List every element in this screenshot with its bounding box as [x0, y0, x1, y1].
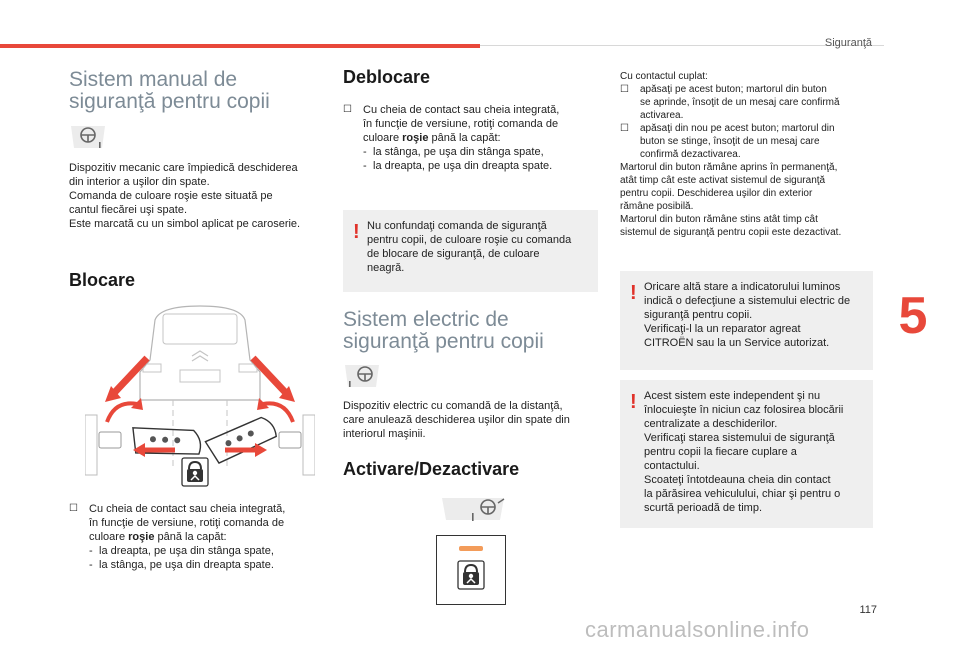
- warning-line: CITROËN sau la un Service autorizat.: [644, 337, 830, 349]
- electric-lock-heading: [343, 309, 603, 353]
- electric-lock-title-line2: siguranţă pentru copii: [343, 330, 544, 353]
- child-lock-icon: [457, 560, 485, 590]
- activare-title: Activare/Dezactivare: [343, 459, 520, 479]
- warning-line: scurtă perioadă de timp.: [644, 502, 763, 514]
- info-line: sistemul de siguranţă pentru copii este dezactivat.: [620, 227, 842, 238]
- header-rule: [480, 45, 884, 46]
- steering-wheel-icon: [440, 495, 506, 523]
- exclamation-icon: !: [630, 282, 637, 304]
- warning-line: Nu confundaţi comanda de siguranţă: [367, 220, 547, 232]
- activation-steps: [620, 70, 882, 239]
- instr-line: în funcţie de versiune, rotiţi comanda de: [89, 517, 285, 529]
- desc-line: Este marcată cu un simbol aplicat pe caroserie.: [69, 218, 301, 230]
- info-line: rămâne posibilă.: [620, 201, 694, 212]
- warning-line: înlocuieşte în niciun caz folosirea blocării: [644, 404, 844, 416]
- right-arrow-bullet-icon: ☐: [343, 104, 352, 115]
- dash-item: - la dreapta, pe uşa din dreapta spate.: [363, 159, 598, 173]
- step-line: buton se stinge, însoţit de un mesaj care: [640, 136, 820, 147]
- instr-line: [363, 131, 598, 145]
- warning-line: Acest sistem este independent şi nu: [644, 390, 821, 402]
- instr-text: până la capăt:: [154, 531, 227, 543]
- intro-line: Cu contactul cuplat:: [620, 71, 708, 82]
- warning-line: siguranţă pentru copii.: [644, 309, 753, 321]
- child-lock-icon: [181, 457, 209, 487]
- warning-box-confusion: [343, 210, 598, 292]
- deblocare-title: Deblocare: [343, 67, 431, 87]
- warning-line: pentru copii la fiecare cuplare a: [644, 446, 797, 458]
- warning-line: la părăsirea vehiculului, chiar şi pentru o: [644, 488, 841, 500]
- door-lock-illustration: [85, 300, 315, 480]
- right-arrow-bullet-icon: ☐: [620, 123, 629, 134]
- steering-wheel-icon: [69, 123, 107, 151]
- child-lock-button[interactable]: [436, 535, 506, 605]
- warning-box-fault: [620, 271, 873, 370]
- bullet-item: [620, 83, 882, 122]
- manual-lock-heading: [69, 69, 329, 113]
- right-arrow-bullet-icon: ☐: [69, 503, 78, 514]
- warning-line: pentru copii, de culoare roşie cu comanda: [367, 234, 572, 246]
- blocare-title: Blocare: [69, 270, 136, 290]
- section-title: Siguranţă: [824, 37, 872, 49]
- dash-item: - la stânga, pe uşa din stânga spate,: [363, 145, 598, 159]
- exclamation-icon: !: [353, 221, 360, 243]
- instr-bold: roşie: [128, 531, 155, 543]
- warning-line: contactului.: [644, 460, 700, 472]
- warning-line: Scoateţi întotdeauna cheia din contact: [644, 474, 831, 486]
- instr-text: culoare: [89, 531, 129, 543]
- instr-line: Cu cheia de contact sau cheia integrată,: [363, 104, 560, 116]
- bullet-item: [69, 502, 331, 572]
- desc-line: care anulează deschiderea uşilor din spate din: [343, 414, 570, 426]
- instr-line: [89, 530, 331, 544]
- header-accent-bar: [0, 44, 480, 48]
- step-line: se aprinde, însoţit de un mesaj care confirmă: [640, 97, 840, 108]
- deblocare-instructions: [343, 103, 598, 173]
- electric-lock-description: [343, 399, 603, 441]
- desc-line: Comanda de culoare roşie este situată pe: [69, 190, 273, 202]
- manual-lock-title-line2: siguranţă pentru copii: [69, 90, 270, 113]
- warning-line: de blocare de siguranţă, de culoare: [367, 248, 540, 260]
- manual-lock-title-line1: Sistem manual de: [69, 68, 238, 91]
- watermark: carmanualsonline.info: [585, 617, 810, 642]
- blocare-instructions: [69, 502, 331, 572]
- indicator-light: [459, 546, 483, 551]
- page-number: 117: [859, 604, 877, 616]
- right-arrow-bullet-icon: ☐: [620, 84, 629, 95]
- warning-text: [644, 389, 865, 515]
- warning-line: Verificaţi starea sistemului de siguranţă: [644, 432, 835, 444]
- instr-text: până la capăt:: [428, 132, 501, 144]
- warning-line: neagră.: [367, 262, 405, 274]
- electric-lock-title-line1: Sistem electric de: [343, 308, 509, 331]
- warning-line: Verificaţi-l la un reparator agreat: [644, 323, 801, 335]
- desc-line: interiorul maşinii.: [343, 428, 426, 440]
- warning-line: indică o defecţiune a sistemului electric de: [644, 295, 851, 307]
- chapter-number: 5: [898, 287, 928, 345]
- info-line: Martorul din buton rămâne aprins în permanenţă,: [620, 162, 838, 173]
- exclamation-icon: !: [630, 391, 637, 413]
- dash-item: - la stânga, pe uşa din dreapta spate.: [89, 558, 331, 572]
- bullet-item: [343, 103, 598, 173]
- step-line: confirmă dezactivarea.: [640, 149, 741, 160]
- info-line: pentru copii. Deschiderea uşilor din exterior: [620, 188, 813, 199]
- info-line: Martorul din buton rămâne stins atât timp cât: [620, 214, 818, 225]
- bullet-item: [620, 122, 882, 161]
- warning-text: [644, 280, 865, 350]
- info-line: atât timp cât este activat sistemul de siguranţă: [620, 175, 826, 186]
- instr-text: culoare: [363, 132, 403, 144]
- step-line: apăsaţi pe acest buton; martorul din buton: [640, 84, 827, 95]
- warning-box-independent: [620, 380, 873, 528]
- step-line: apăsaţi din nou pe acest buton; martorul din: [640, 123, 835, 134]
- desc-line: Dispozitiv electric cu comandă de la distanţă,: [343, 400, 563, 412]
- desc-line: Dispozitiv mecanic care împiedică deschiderea: [69, 162, 298, 174]
- warning-line: centralizate a deschiderilor.: [644, 418, 778, 430]
- desc-line: din interior a uşilor din spate.: [69, 176, 210, 188]
- warning-text: [367, 219, 590, 275]
- dash-item: - la dreapta, pe uşa din stânga spate,: [89, 544, 331, 558]
- instr-line: în funcţie de versiune, rotiţi comanda de: [363, 118, 559, 130]
- warning-line: Oricare altă stare a indicatorului luminos: [644, 281, 841, 293]
- steering-wheel-icon: [343, 362, 381, 390]
- instr-bold: roşie: [402, 132, 429, 144]
- manual-lock-description: [69, 161, 331, 231]
- desc-line: cantul fiecărei uşi spate.: [69, 204, 188, 216]
- step-line: activarea.: [640, 110, 684, 121]
- instr-line: Cu cheia de contact sau cheia integrată,: [89, 503, 286, 515]
